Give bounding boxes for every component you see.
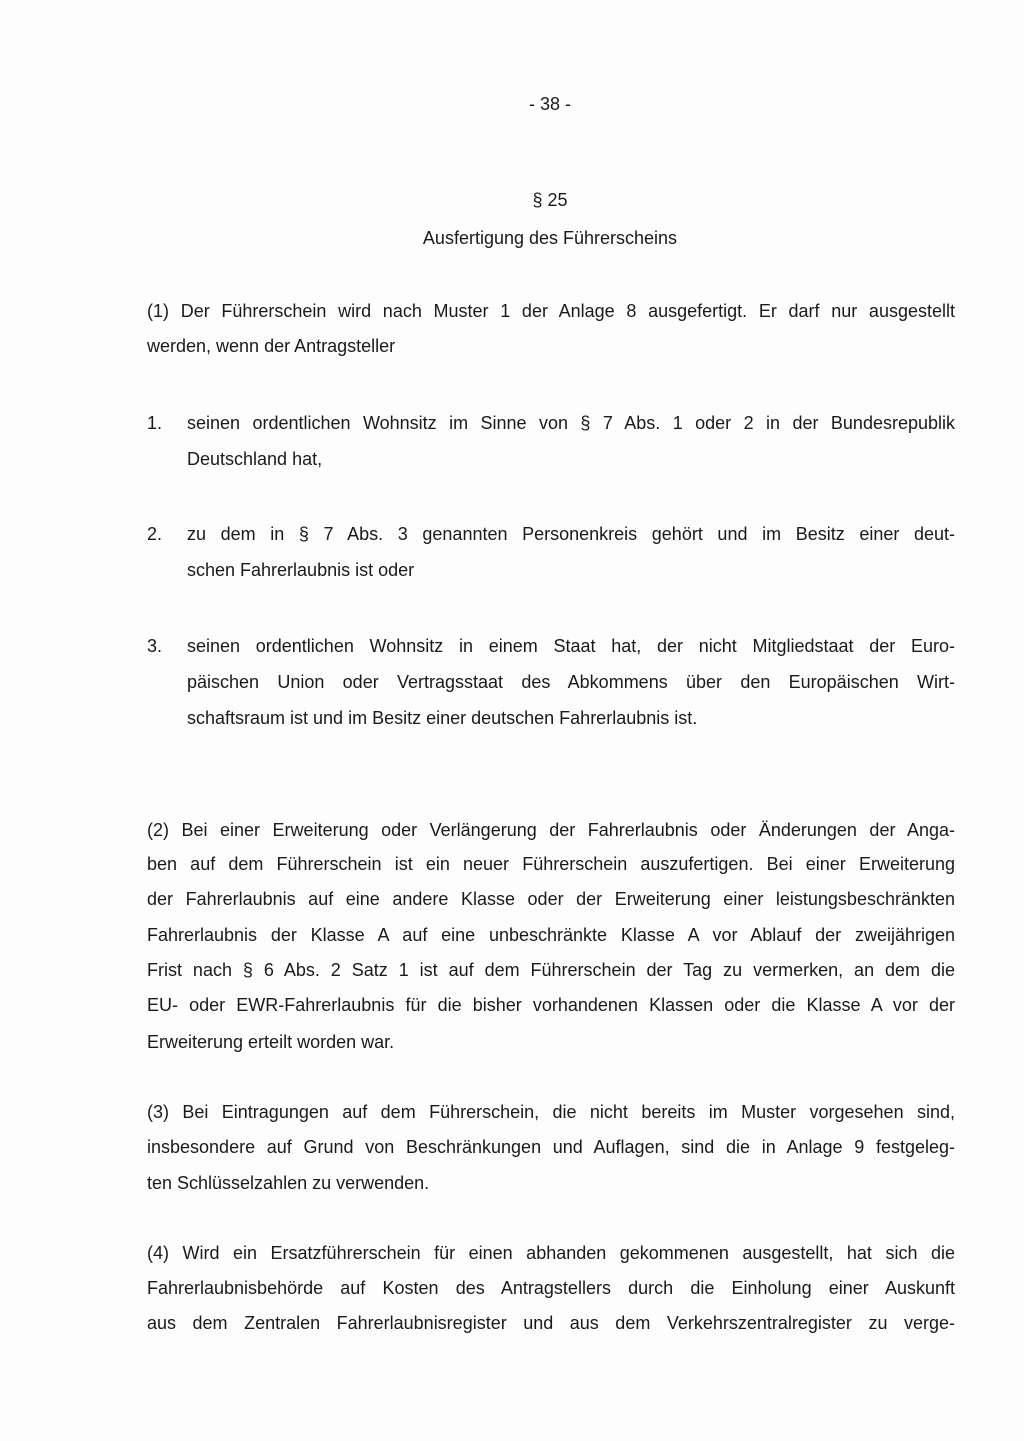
- text-line: Frist nach § 6 Abs. 2 Satz 1 ist auf dem Führerschein der Tag zu vermerken, an dem die: [147, 960, 955, 980]
- section-number: § 25: [532, 190, 568, 210]
- text-line: (1) Der Führerschein wird nach Muster 1 der Anlage 8 ausgefertigt. Er darf nur ausgestellt: [147, 301, 955, 321]
- text-line: Fahrerlaubnisbehörde auf Kosten des Antragstellers durch die Einholung einer Auskunft: [147, 1278, 955, 1298]
- text-line: seinen ordentlichen Wohnsitz im Sinne von § 7 Abs. 1 oder 2 in der Bundesrepublik: [187, 413, 955, 433]
- text-line: (2) Bei einer Erweiterung oder Verlängerung der Fahrerlaubnis oder Änderungen der Anga-: [147, 820, 955, 840]
- text-line: ben auf dem Führerschein ist ein neuer Führerschein auszufertigen. Bei einer Erweiterung: [147, 854, 955, 874]
- text-line: schaftsraum ist und im Besitz einer deutschen Fahrerlaubnis ist.: [187, 708, 698, 728]
- text-line: Fahrerlaubnis der Klasse A auf eine unbeschränkte Klasse A vor Ablauf der zweijährigen: [147, 925, 955, 945]
- list-number: 2.: [147, 524, 163, 544]
- text-line: (3) Bei Eintragungen auf dem Führerschein, die nicht bereits im Muster vorgesehen sind,: [147, 1102, 955, 1122]
- text-line: zu dem in § 7 Abs. 3 genannten Personenkreis gehört und im Besitz einer deut-: [187, 524, 955, 544]
- text-line: päischen Union oder Vertragsstaat des Abkommens über den Europäischen Wirt-: [187, 672, 955, 692]
- text-line: der Fahrerlaubnis auf eine andere Klasse oder der Erweiterung einer leistungsbeschränkten: [147, 889, 955, 909]
- page-number: - 38 -: [528, 94, 571, 114]
- text-line: ten Schlüsselzahlen zu verwenden.: [147, 1173, 430, 1193]
- text-line: werden, wenn der Antragsteller: [147, 336, 396, 356]
- text-line: aus dem Zentralen Fahrerlaubnisregister und aus dem Verkehrszentralregister zu verge-: [147, 1313, 955, 1333]
- text-line: (4) Wird ein Ersatzführerschein für einen abhanden gekommenen ausgestellt, hat sich die: [147, 1243, 955, 1263]
- section-title: Ausfertigung des Führerscheins: [422, 228, 678, 248]
- text-line: Erweiterung erteilt worden war.: [147, 1032, 395, 1052]
- text-line: EU- oder EWR-Fahrerlaubnis für die bisher vorhandenen Klassen oder die Klasse A vor der: [147, 995, 955, 1015]
- text-line: insbesondere auf Grund von Beschränkungen und Auflagen, sind die in Anlage 9 festgeleg-: [147, 1137, 955, 1157]
- text-line: seinen ordentlichen Wohnsitz in einem Staat hat, der nicht Mitgliedstaat der Euro-: [187, 636, 955, 656]
- list-number: 1.: [147, 413, 163, 433]
- text-line: Deutschland hat,: [187, 449, 323, 469]
- text-line: schen Fahrerlaubnis ist oder: [187, 560, 415, 580]
- list-number: 3.: [147, 636, 163, 656]
